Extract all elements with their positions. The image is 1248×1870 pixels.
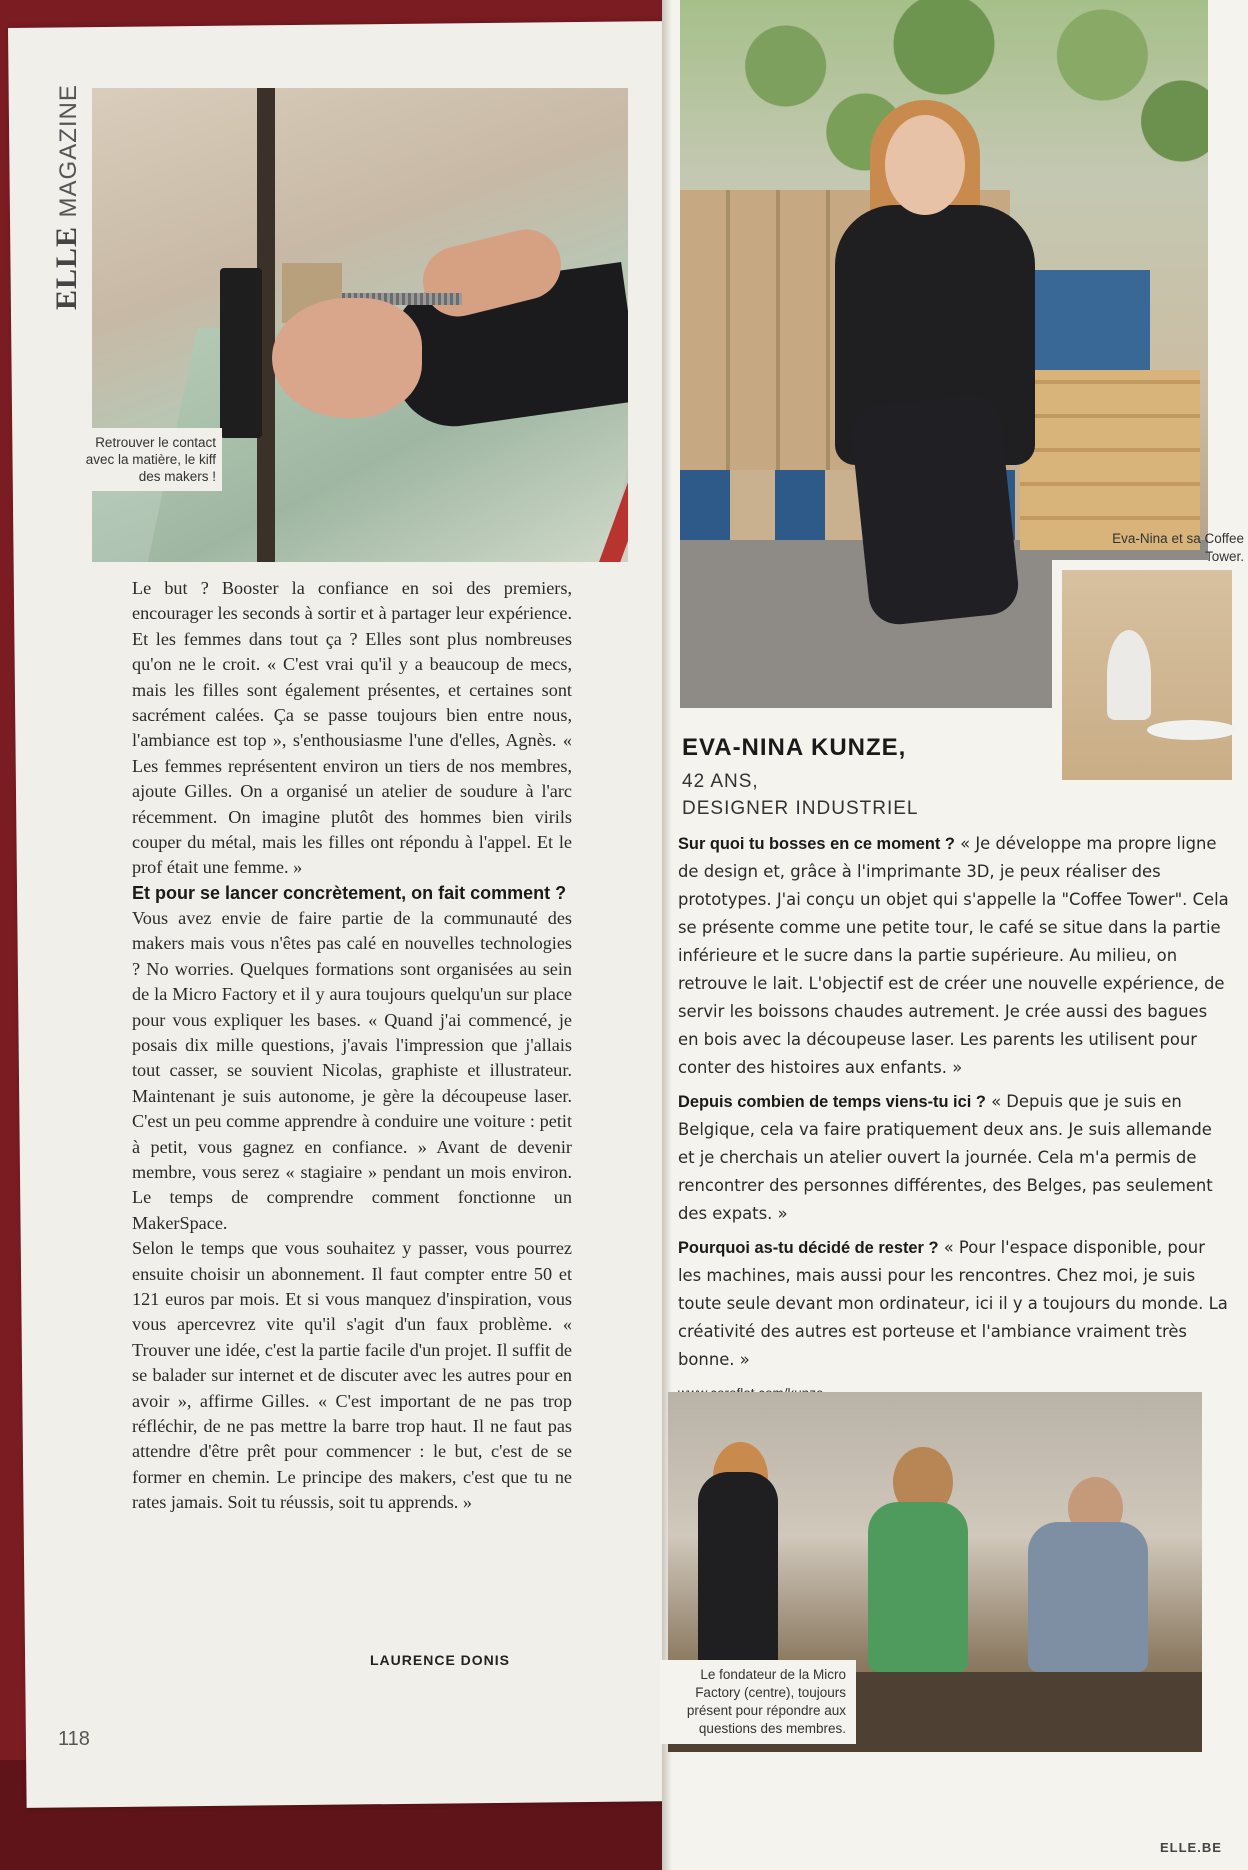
coffee-tower-caption: Eva-Nina et sa Coffee Tower.	[1112, 531, 1244, 564]
footer-site: ELLE.BE	[1160, 1840, 1222, 1855]
workshop-photo-caption: Le fondateur de la Micro Factory (centre), toujours présent pour répondre aux questions des membres.	[660, 1660, 856, 1744]
left-article-column	[132, 576, 572, 1516]
interview-question-1: Sur quoi tu bosses en ce moment ?	[678, 835, 955, 853]
profile-name: EVA-NINA KUNZE,	[682, 734, 907, 761]
article-paragraph: Selon le temps que vous souhaitez y passer, vous pourrez ensuite choisir un abonnement. Il faut compter entre 50 et 121 euros par mois. Et si vous manquez d'inspiration, vous vous apercevrez vite qu'il s'agit d'un faux problème. « Trouver une idée, c'est la partie facile d'un projet. Il suffit de se balader sur internet et de discuter avec les autres pour en avoir », affirme Gilles. « C'est important de ne pas trop réfléchir, de ne pas mettre la barre trop haut. Il ne faut pas attendre d'être prêt pour commencer : le but, c'est de se former en chemin. Le principe des makers, c'est que tu ne rates jamais. Soit tu réussis, soit tu apprends. »	[132, 1238, 572, 1513]
interview-answer-1: Sur quoi tu bosses en ce moment ? « Je développe ma propre ligne de design et, grâce à l'imprimante 3D, je peux réaliser des prototypes. J'ai conçu un objet qui s'appelle la "Coffee Tower". Cela se présente comme une petite tour, le café se situe dans la partie inférieure et le sucre dans la partie supérieure. Au milieu, on retrouve le lait. L'objectif est de créer une nouvelle expérience, de servir les boissons chaudes autrement. Je crée aussi des bagues en bois avec la découpeuse laser. Les parents les utilisent pour conter des histoires aux enfants. »	[678, 834, 1229, 1077]
magazine-section: MAGAZINE	[55, 84, 82, 218]
interview-column	[678, 830, 1230, 1408]
magazine-side-label	[50, 84, 90, 340]
interview-question-2: Depuis combien de temps viens-tu ici ?	[678, 1093, 986, 1111]
tools-photo-caption: Retrouver le contact avec la matière, le kiff des makers !	[60, 428, 222, 491]
author-signature: LAURENCE DONIS	[370, 1652, 511, 1668]
profile-subtitle	[682, 768, 918, 822]
article-subheading: Et pour se lancer concrètement, on fait comment ?	[132, 882, 567, 903]
profile-job: DESIGNER INDUSTRIEL	[682, 798, 919, 819]
interview-answer-3: Pourquoi as-tu décidé de rester ? « Pour l'espace disponible, pour les machines, mais aussi pour les rencontres. Chez moi, je suis toute seule devant mon ordinateur, ici il y a toujours du monde. La créativité des autres est porteuse et l'ambiance vraiment très bonne. »	[678, 1238, 1228, 1369]
interview-question-3: Pourquoi as-tu décidé de rester ?	[678, 1239, 939, 1257]
coffee-tower-photo	[1052, 560, 1242, 790]
magazine-brand: ELLE	[50, 225, 83, 310]
article-paragraph: Le but ? Booster la confiance en soi des premiers, encourager les seconds à sortir et à partager leur expérience. Et les femmes dans tout ça ? Elles sont plus nombreuses qu'on ne le croit. « C'est vrai qu'il y a beaucoup de mecs, mais les filles sont également présentes, et certaines sont sacrément calées. Ça se passe toujours bien entre nous, l'ambiance est top », s'enthousiasme l'une d'elles, Agnès. « Les femmes représentent environ un tiers de nos membres, ajoute Gilles. On a organisé un atelier de soudure à l'arc récemment. On imagine plutôt des hommes bien virils couper du métal, mais les filles ont répondu à l'appel. Et le prof était une femme. »	[132, 578, 572, 878]
page-number: 118	[58, 1728, 90, 1750]
profile-age: 42 ANS,	[682, 771, 759, 792]
interview-answer-2: Depuis combien de temps viens-tu ici ? « Depuis que je suis en Belgique, cela va faire pratiquement deux ans. Je suis allemande et je cherchais un atelier ouvert la journée. Cela m'a permis de rencontrer des personnes différentes, des Belges, pas seulement des expats. »	[678, 1092, 1213, 1223]
article-paragraph: Vous avez envie de faire partie de la communauté des makers mais vous n'êtes pas calé en nouvelles technologies ? No worries. Quelques formations sont organisées au sein de la Micro Factory et il y aura toujours quelqu'un sur place pour vous expliquer les bases. « Quand j'ai commencé, je posais dix mille questions, j'avais l'impression que j'allais tout casser, se souvient Nicolas, graphiste et illustrateur. Maintenant je suis autonome, je gère la découpeuse laser. C'est un peu comme apprendre à conduire une voiture : petit à petit, vous gagnez en confiance. » Avant de devenir membre, vous serez « stagiaire » pendant un mois environ. Le temps de comprendre comment fonctionne un MakerSpace.	[132, 907, 572, 1233]
